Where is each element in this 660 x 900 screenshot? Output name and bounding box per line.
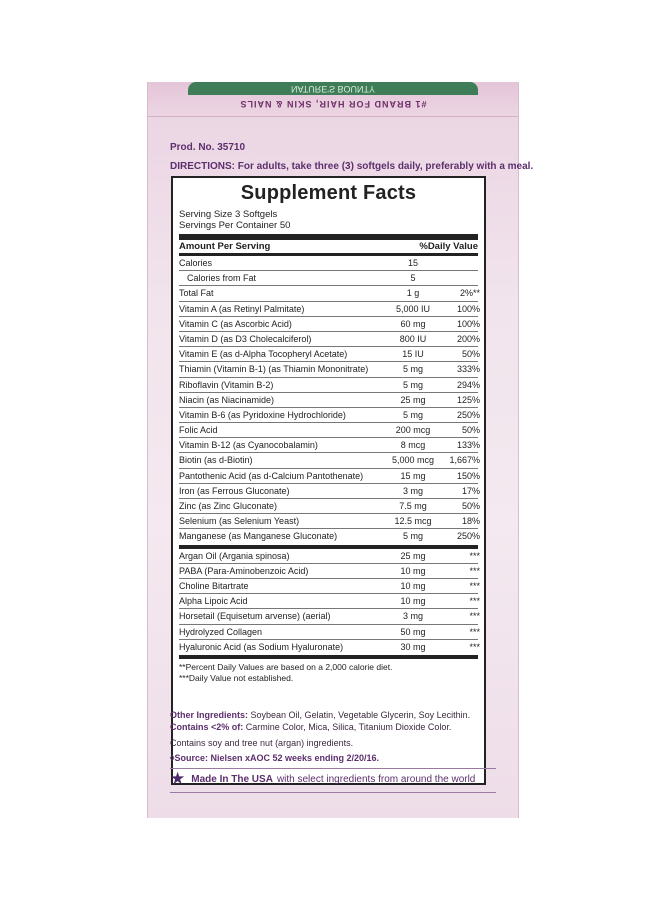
table-row: [179, 609, 478, 624]
table-row: [179, 499, 478, 514]
nutrient-name: Total Fat: [179, 288, 214, 299]
nutrient-daily-value: [439, 256, 480, 271]
serving-size: Serving Size 3 Softgels: [179, 209, 278, 220]
nutrient-daily-value: 294%: [456, 379, 480, 390]
nutrient-amount: 5 mg: [402, 531, 423, 542]
nutrient-name: Vitamin C (as Ascorbic Acid): [179, 318, 292, 329]
nutrient-name: PABA (Para-Aminobenzoic Acid): [179, 565, 309, 576]
nutrient-daily-value: 250%: [456, 531, 480, 542]
divider-bottom: [179, 655, 478, 659]
flap-slogan: #1 BRAND FOR HAIR, SKIN & NAILS: [239, 99, 427, 109]
nutrient-name: Manganese (as Manganese Gluconate): [179, 531, 338, 542]
nutrient-amount: 15: [407, 258, 418, 268]
nutrient-name: Riboflavin (Vitamin B-2): [179, 379, 274, 390]
ingredient-table: [179, 549, 478, 655]
nutrient-daily-value: 100%: [456, 318, 480, 329]
footnotes: [179, 662, 478, 684]
product-box-panel: [147, 82, 534, 818]
footnote-dv-not-established: ***Daily Value not established.: [179, 672, 294, 683]
nutrient-name: Selenium (as Selenium Yeast): [179, 516, 300, 527]
nutrient-daily-value: 150%: [456, 470, 480, 481]
source-note: ◊Source: Nielsen xAOC 52 weeks ending 2/20/16.: [170, 753, 380, 763]
table-row: [179, 549, 478, 564]
table-row: [179, 438, 478, 453]
header-amount: Amount Per Serving: [179, 241, 271, 252]
nutrient-amount: 7.5 mg: [399, 501, 427, 511]
nutrient-name: Niacin (as Niacinamide): [179, 394, 275, 405]
box-top-flap: [148, 82, 518, 117]
nutrient-table: [179, 256, 478, 545]
other-ingredients-label: Other Ingredients:: [170, 710, 249, 720]
flap-brand-band: NATURE'S BOUNTY: [188, 82, 478, 95]
nutrient-amount: 15 IU: [402, 349, 424, 360]
nutrient-amount: 5 mg: [402, 409, 423, 420]
nutrient-name: Vitamin E (as d-Alpha Tocopheryl Acetate): [179, 349, 348, 360]
nutrient-amount: 25 mg: [400, 394, 426, 405]
table-row: [179, 271, 478, 286]
nutrient-name: Calories: [179, 258, 213, 268]
table-row: [179, 362, 478, 377]
nutrient-daily-value: 333%: [456, 364, 480, 375]
nutrient-daily-value: 125%: [456, 394, 480, 405]
nutrient-daily-value: 250%: [456, 409, 480, 420]
star-icon: ★: [170, 769, 186, 788]
nutrient-daily-value: ***: [469, 626, 480, 637]
nutrient-name: Folic Acid: [179, 425, 218, 436]
table-row: [179, 564, 478, 579]
nutrient-name: Hydrolyzed Collagen: [179, 626, 263, 637]
nutrient-daily-value: 200%: [456, 333, 480, 344]
made-in-usa: [170, 769, 510, 788]
nutrient-amount: 5,000 mcg: [391, 455, 435, 466]
directions-text: DIRECTIONS: For adults, take three (3) softgels daily, preferably with a meal.: [170, 161, 534, 172]
nutrient-amount: 3 mg: [402, 611, 423, 622]
nutrient-name: Horsetail (Equisetum arvense) (aerial): [179, 611, 331, 622]
table-row: [179, 594, 478, 609]
nutrient-amount: 10 mg: [400, 596, 426, 607]
servings-per-container: Servings Per Container 50: [179, 220, 291, 231]
nutrient-amount: 5 mg: [402, 364, 423, 375]
table-row: [179, 317, 478, 332]
contains-text: Carmine Color, Mica, Silica, Titanium Dioxide Color.: [245, 721, 452, 732]
nutrient-name: Iron (as Ferrous Gluconate): [179, 485, 290, 496]
nutrient-daily-value: 1,667%: [449, 455, 480, 466]
table-row: [179, 453, 478, 468]
nutrient-amount: 8 mcg: [400, 440, 426, 451]
nutrient-daily-value: 50%: [461, 425, 480, 436]
nutrient-daily-value: ***: [469, 565, 480, 576]
nutrient-name: Thiamin (Vitamin B-1) (as Thiamin Mononitrate): [179, 364, 369, 375]
nutrient-name: Vitamin B-6 (as Pyridoxine Hydrochloride): [179, 409, 346, 420]
table-row: [179, 378, 478, 393]
nutrient-amount: 10 mg: [400, 580, 426, 591]
nutrient-name: Calories from Fat: [187, 273, 257, 284]
nutrient-amount: 12.5 mcg: [394, 516, 432, 527]
nutrient-amount: 50 mg: [400, 626, 426, 637]
nutrient-daily-value: [439, 271, 480, 286]
nutrient-daily-value: ***: [469, 550, 480, 561]
nutrient-amount: 1 g: [406, 288, 420, 299]
facts-header-row: [179, 240, 478, 253]
footnote-percent-dv: **Percent Daily Values are based on a 2,000 calorie diet.: [179, 661, 393, 672]
nutrient-name: Zinc (as Zinc Gluconate): [179, 501, 278, 511]
table-row: [179, 579, 478, 594]
table-row: [179, 514, 478, 529]
nutrient-amount: 5 mg: [402, 379, 423, 390]
nutrient-daily-value: ***: [469, 580, 480, 591]
nutrient-amount: 5,000 IU: [395, 303, 431, 314]
nutrient-daily-value: 133%: [456, 440, 480, 451]
nutrient-amount: 60 mg: [400, 318, 426, 329]
table-row: [179, 484, 478, 499]
other-ingredients-text: Soybean Oil, Gelatin, Vegetable Glycerin, Soy Lecithin.: [250, 710, 471, 720]
table-row: [179, 286, 478, 301]
table-row: [179, 332, 478, 347]
nutrient-amount: 15 mg: [400, 470, 426, 481]
nutrient-daily-value: ***: [469, 641, 480, 652]
contains-label: Contains <2% of:: [170, 721, 244, 732]
nutrient-daily-value: 2%**: [459, 288, 480, 299]
table-row: [179, 256, 478, 271]
nutrient-daily-value: 50%: [461, 501, 480, 511]
nutrient-amount: 800 IU: [399, 333, 427, 344]
nutrient-name: Vitamin B-12 (as Cyanocobalamin): [179, 440, 318, 451]
nutrient-name: Vitamin D (as D3 Cholecalciferol): [179, 333, 312, 344]
nutrient-name: Hyaluronic Acid (as Sodium Hyaluronate): [179, 641, 344, 652]
facts-title: Supplement Facts: [240, 182, 417, 204]
table-row: [179, 408, 478, 423]
nutrient-amount: 200 mcg: [395, 425, 431, 436]
nutrient-amount: 30 mg: [400, 641, 426, 652]
divider-made-bottom: [170, 792, 496, 793]
table-row: [179, 423, 478, 438]
table-row: [179, 302, 478, 317]
nutrient-name: Biotin (as d-Biotin): [179, 455, 253, 466]
made-in-usa-text: with select ingredients from around the world: [276, 773, 476, 785]
header-daily-value: %Daily Value: [419, 241, 478, 252]
nutrient-daily-value: 18%: [461, 516, 480, 527]
nutrient-amount: 25 mg: [400, 550, 426, 561]
nutrient-name: Vitamin A (as Retinyl Palmitate): [179, 303, 305, 314]
nutrient-daily-value: 17%: [461, 485, 480, 496]
other-ingredients: [170, 710, 498, 733]
table-row: [179, 625, 478, 640]
allergen-statement: Contains soy and tree nut (argan) ingredients.: [170, 738, 354, 748]
nutrient-name: Pantothenic Acid (as d-Calcium Pantothenate): [179, 470, 364, 481]
nutrient-amount: 5: [410, 273, 416, 284]
nutrient-daily-value: ***: [469, 611, 480, 622]
table-row: [179, 469, 478, 484]
divider-made-top: [170, 768, 496, 769]
product-number: Prod. No. 35710: [170, 142, 246, 153]
nutrient-amount: 3 mg: [402, 485, 423, 496]
table-row: [179, 393, 478, 408]
made-in-usa-bold: Made In The USA: [191, 773, 273, 785]
nutrient-name: Alpha Lipoic Acid: [179, 596, 248, 607]
nutrient-name: Choline Bitartrate: [179, 580, 249, 591]
table-row: [179, 529, 478, 544]
nutrient-daily-value: 50%: [461, 349, 480, 360]
nutrient-name: Argan Oil (Argania spinosa): [179, 550, 290, 561]
table-row: [179, 347, 478, 362]
supplement-facts-panel: [170, 176, 486, 788]
nutrient-amount: 10 mg: [400, 565, 426, 576]
nutrient-daily-value: ***: [469, 596, 480, 607]
table-row: [179, 640, 478, 655]
nutrient-daily-value: 100%: [456, 303, 480, 314]
